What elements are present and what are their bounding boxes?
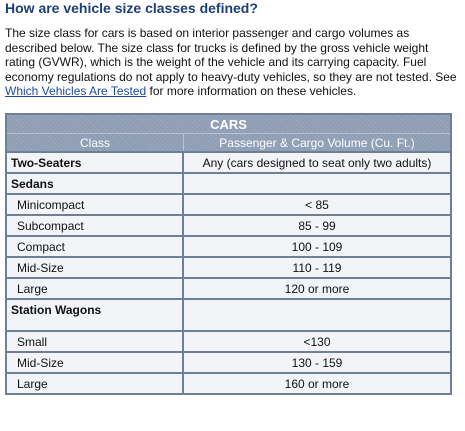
table-row <box>7 172 450 193</box>
class-cell: Large <box>7 372 184 393</box>
table-row <box>7 277 450 298</box>
table-title: CARS <box>7 115 450 134</box>
column-header-class: Class <box>7 134 184 151</box>
volume-cell: 110 - 119 <box>184 256 450 277</box>
table-row <box>7 372 450 393</box>
volume-cell: 160 or more <box>184 372 450 393</box>
table-row <box>7 193 450 214</box>
intro-paragraph <box>5 26 457 99</box>
intro-text: The size class for cars is based on interior passenger and cargo volumes as described below. The size class for trucks is defined by the gross vehicle weight rating (GVWR), which is the weight of the vehicle and its carrying capacity. Fuel economy regulations do not apply to heavy-duty vehicles, so they are not tested. See <box>5 26 457 84</box>
class-cell: Station Wagons <box>7 298 184 330</box>
cars-size-class-table <box>7 115 450 393</box>
volume-cell: 85 - 99 <box>184 214 450 235</box>
intro-text-end: for more information on these vehicles. <box>146 84 357 99</box>
page-heading: How are vehicle size classes defined? <box>5 0 258 16</box>
table-row <box>7 351 450 372</box>
table-row <box>7 330 450 351</box>
table-row <box>7 235 450 256</box>
volume-cell: < 85 <box>184 193 450 214</box>
class-cell: Sedans <box>7 172 184 193</box>
volume-cell: 100 - 109 <box>184 235 450 256</box>
table-row <box>7 214 450 235</box>
class-cell: Mid-Size <box>7 351 184 372</box>
volume-cell: <130 <box>184 330 450 351</box>
class-cell: Small <box>7 330 184 351</box>
volume-cell <box>184 298 450 330</box>
class-cell: Mid-Size <box>7 256 184 277</box>
which-vehicles-are-tested-link[interactable]: Which Vehicles Are Tested <box>5 84 147 99</box>
class-cell: Compact <box>7 235 184 256</box>
table-row <box>7 256 450 277</box>
column-header-volume: Passenger & Cargo Volume (Cu. Ft.) <box>184 134 450 151</box>
table-row <box>7 298 450 330</box>
volume-cell <box>184 172 450 193</box>
volume-cell: 130 - 159 <box>184 351 450 372</box>
cars-table-frame <box>5 113 452 395</box>
class-cell: Minicompact <box>7 193 184 214</box>
volume-cell: Any (cars designed to seat only two adults) <box>184 151 450 172</box>
volume-cell: 120 or more <box>184 277 450 298</box>
class-cell: Two-Seaters <box>7 151 184 172</box>
class-cell: Large <box>7 277 184 298</box>
table-row <box>7 151 450 172</box>
class-cell: Subcompact <box>7 214 184 235</box>
